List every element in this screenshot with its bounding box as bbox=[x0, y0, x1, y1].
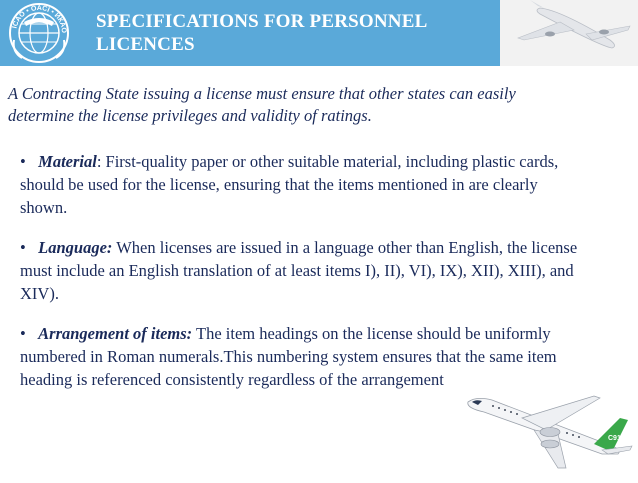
header-bar bbox=[0, 0, 500, 66]
bullet-text: First-quality paper or other suitable material, including plastic cards, should be used for the license, ensuring that the items mentioned in are clearly shown. bbox=[20, 152, 559, 217]
page-title bbox=[96, 10, 496, 56]
bullet-marker: • bbox=[20, 152, 26, 171]
bullet-marker: • bbox=[20, 324, 26, 343]
intro-line-2: determine the license privileges and validity of ratings. bbox=[8, 106, 372, 125]
title-line-2: LICENCES bbox=[96, 34, 195, 55]
bullet-marker: • bbox=[20, 238, 26, 257]
bottom-airplane-image bbox=[462, 388, 638, 478]
airplane-icon bbox=[500, 0, 638, 66]
bullet-language bbox=[20, 236, 580, 305]
intro-paragraph bbox=[8, 83, 578, 127]
top-airplane-image bbox=[500, 0, 638, 66]
bullet-term: Material bbox=[38, 152, 97, 171]
intro-line-1: A Contracting State issuing a license must ensure that other states can easily bbox=[8, 84, 516, 103]
icao-emblem-icon bbox=[8, 2, 70, 64]
tail-label: C919 bbox=[608, 435, 625, 442]
logo-text: ICAO • OACI • ИКАО bbox=[11, 4, 68, 34]
bullet-separator: : bbox=[96, 152, 102, 171]
bullet-arrangement bbox=[20, 322, 580, 391]
airplane-icon bbox=[462, 388, 638, 478]
bullet-term: Arrangement of items: bbox=[38, 324, 193, 343]
bullet-material bbox=[20, 150, 580, 219]
bullet-term: Language: bbox=[38, 238, 113, 257]
bullet-text: When licenses are issued in a language other than English, the license must include an English translation of at least items I), II), VI), IX), XII), XIII), and XIV). bbox=[20, 238, 578, 303]
bullet-text: The item headings on the license should be uniformly numbered in Roman numerals.This numbering system ensures that the same item heading is referenced consistently regardless of the arrangement bbox=[20, 324, 557, 389]
title-line-1: SPECIFICATIONS FOR PERSONNEL bbox=[96, 11, 428, 32]
